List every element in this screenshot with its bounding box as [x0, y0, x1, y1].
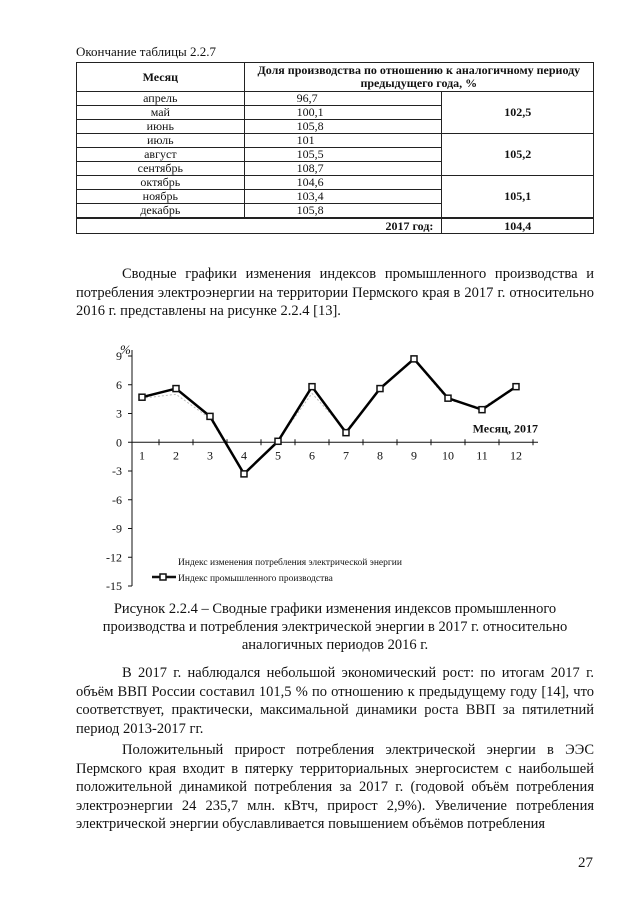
data-point	[241, 471, 247, 477]
table-caption: Окончание таблицы 2.2.7	[76, 44, 217, 59]
month-cell: апрель	[77, 92, 245, 106]
x-tick-label: 4	[241, 448, 247, 463]
value-cell: 105,8	[244, 120, 442, 134]
value-cell: 105,5	[244, 148, 442, 162]
x-tick-label: 11	[476, 448, 488, 463]
month-cell: октябрь	[77, 176, 245, 190]
month-cell: август	[77, 148, 245, 162]
y-axis-label: %	[120, 342, 131, 357]
month-cell: ноябрь	[77, 190, 245, 204]
x-tick-label: 5	[275, 448, 281, 463]
y-tick-label: 3	[116, 406, 122, 421]
x-tick-label: 2	[173, 448, 179, 463]
data-point	[207, 413, 213, 419]
table-row	[77, 134, 594, 148]
y-tick-label: -9	[112, 521, 122, 536]
data-point	[479, 407, 485, 413]
quarter-cell: 102,5	[442, 92, 594, 134]
total-row	[77, 218, 594, 234]
paragraph-intro	[76, 265, 594, 321]
data-point	[139, 394, 145, 400]
month-cell: декабрь	[77, 204, 245, 219]
legend-label: Индекс промышленного производства	[178, 574, 333, 584]
y-tick-label: -15	[106, 579, 122, 593]
header-share: Доля производства по отношению к аналогичному периоду предыдущего года, %	[244, 63, 593, 92]
y-tick-label: 9	[116, 349, 122, 363]
y-tick-label: 0	[116, 435, 122, 450]
series-line	[142, 360, 516, 475]
data-point	[411, 356, 417, 362]
page-number: 27	[578, 855, 593, 871]
table-header-row	[77, 63, 594, 92]
series-line	[142, 359, 516, 474]
paragraph-intro-text: Сводные графики изменения индексов промышленного производства и потребления электроэнергии на территории Пермского края в 2017 г. относительно 2016 г. представлены на рисунке 2.2.4 [13].	[76, 266, 594, 319]
month-cell: май	[77, 106, 245, 120]
production-table	[76, 62, 594, 234]
x-tick-label: 12	[510, 448, 522, 463]
month-cell: июль	[77, 134, 245, 148]
data-point	[309, 384, 315, 390]
legend-label: Индекс изменения потребления электрической энергии	[178, 558, 402, 568]
month-cell: июнь	[77, 120, 245, 134]
x-tick-label: 6	[309, 448, 315, 463]
data-point	[173, 386, 179, 392]
x-axis-label: Месяц, 2017	[472, 421, 538, 436]
value-cell: 100,1	[244, 106, 442, 120]
y-tick-label: 6	[116, 377, 122, 392]
x-tick-label: 7	[343, 448, 349, 463]
value-cell: 108,7	[244, 162, 442, 176]
quarter-cell: 105,1	[442, 176, 594, 219]
data-point	[513, 384, 519, 390]
value-cell: 101	[244, 134, 442, 148]
x-tick-label: 9	[411, 448, 417, 463]
data-point	[343, 430, 349, 436]
x-tick-label: 1	[139, 448, 145, 463]
month-cell: сентябрь	[77, 162, 245, 176]
value-cell: 96,7	[244, 92, 442, 106]
figure-caption: Рисунок 2.2.4 – Сводные графики изменения индексов промышленного производства и потребления электрической энергии в 2017 г. относительно аналогичных периодов 2016 г.	[102, 601, 568, 653]
data-point	[275, 438, 281, 444]
paragraph-gdp-text: В 2017 г. наблюдался небольшой экономический рост: по итогам 2017 г. объём ВВП России составил 101,5 % по отношению к предыдущему году [14], что соответствует, практически, максимальной динамики роста ВВП за пятилетний период 2013-2017 гг.	[76, 665, 594, 737]
value-cell: 104,6	[244, 176, 442, 190]
table-row	[77, 92, 594, 106]
y-tick-label: -6	[112, 492, 122, 507]
value-cell: 105,8	[244, 204, 442, 219]
quarter-cell: 105,2	[442, 134, 594, 176]
legend-marker	[160, 574, 166, 580]
paragraph-consumption	[76, 741, 594, 834]
table-row	[77, 176, 594, 190]
paragraph-consumption-text: Положительный прирост потребления электрической энергии в ЭЭС Пермского края входит в пятерку территориальных энергосистем с наибольшей положительной динамикой потребления за 2017 г. (годовой объём потребления электроэнергии 24 235,7 млн. кВтч, прирост 2,9%). Увеличение потребления электрической энергии обуславливается повышением объёмов потребления	[76, 742, 594, 832]
y-tick-label: -12	[106, 550, 122, 565]
data-point	[377, 386, 383, 392]
data-point	[445, 395, 451, 401]
x-tick-label: 3	[207, 448, 213, 463]
header-month: Месяц	[77, 63, 245, 92]
value-cell: 103,4	[244, 190, 442, 204]
total-value: 104,4	[442, 218, 594, 234]
paragraph-gdp	[76, 664, 594, 738]
x-tick-label: 10	[442, 448, 454, 463]
total-label: 2017 год:	[77, 218, 442, 234]
index-line-chart	[92, 336, 562, 596]
y-tick-label: -3	[112, 464, 122, 478]
x-tick-label: 8	[377, 448, 383, 463]
